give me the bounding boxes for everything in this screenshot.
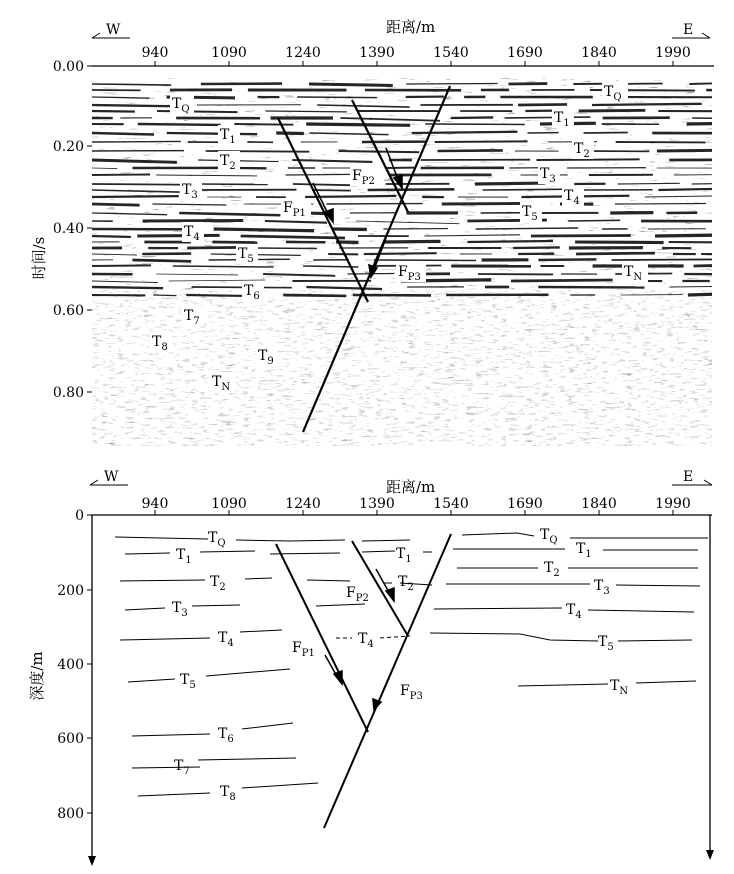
top-reflector-label: $T_Q$ [604, 84, 622, 103]
top-x-tick-label: 1540 [433, 45, 469, 61]
top-x-tick-label: 1690 [507, 45, 543, 61]
top-reflector-label: $T_5$ [522, 204, 538, 223]
bottom-fault-label: $F_{P2}$ [346, 585, 369, 604]
top-y-tick-label: 0.20 [52, 139, 84, 155]
top-x-tick-label: 1090 [211, 45, 247, 61]
bottom-reflector-label: $T_3$ [594, 578, 610, 597]
bottom-reflector-label: $T_N$ [610, 678, 629, 697]
bottom-reflector-label: $T_8$ [220, 784, 236, 803]
bottom-fault-label: $F_{P1}$ [292, 640, 315, 659]
top-fault-label: $F_{P1}$ [283, 200, 306, 219]
top-y-tick-label: 0.00 [52, 59, 84, 75]
bottom-fault-label: $F_{P3}$ [400, 683, 423, 702]
bottom-fault-fp1-line [276, 544, 368, 732]
top-section [30, 18, 714, 446]
bottom-reflector-label: $T_2$ [544, 560, 560, 579]
top-reflector-label: $T_7$ [184, 308, 200, 327]
bottom-reflector-label: $T_5$ [598, 634, 614, 653]
bottom-y-ticks [57, 508, 92, 822]
bottom-x-tick-label: 1240 [285, 496, 321, 512]
top-reflector-label: $T_4$ [184, 224, 200, 243]
top-reflector-label: $T_2$ [220, 153, 236, 172]
top-y-axis-title: 时间/s [30, 236, 48, 280]
top-dir-east: E [683, 22, 694, 38]
top-reflector-label: $T_Q$ [172, 96, 190, 115]
bottom-x-tick-label: 1390 [359, 496, 395, 512]
bottom-reflector-label: $T_7$ [174, 758, 190, 777]
bottom-y-axis-title: 深度/m [28, 651, 46, 701]
bottom-y-tick-label: 600 [57, 731, 84, 747]
bottom-reflector-label: $T_Q$ [208, 530, 226, 549]
bottom-reflector-label: $T_6$ [218, 726, 234, 745]
bottom-reflector-label: $T_1$ [176, 547, 192, 566]
bottom-reflector-label: $T_1$ [576, 541, 592, 560]
bottom-x-tick-label: 1990 [655, 496, 691, 512]
top-reflector-label: $T_5$ [238, 246, 254, 265]
bottom-y-tick-label: 800 [57, 806, 84, 822]
bottom-horizons [115, 533, 708, 796]
bottom-reflector-label: $T_4$ [358, 631, 374, 650]
bottom-section [28, 469, 714, 866]
bottom-east-marker [672, 469, 712, 485]
top-reflector-label: $T_8$ [152, 334, 168, 353]
bottom-y-tick-label: 200 [57, 583, 84, 599]
bottom-x-tick-label: 1090 [211, 496, 247, 512]
bottom-reflector-label: $T_5$ [180, 672, 196, 691]
bottom-x-ticks [142, 496, 691, 515]
top-y-tick-label: 0.60 [52, 303, 84, 319]
top-dir-west: W [106, 22, 121, 38]
top-x-tick-label: 1840 [581, 45, 617, 61]
bottom-x-tick-label: 940 [141, 496, 169, 512]
bottom-reflector-label: $T_2$ [210, 574, 226, 593]
top-x-axis-title: 距离/m [386, 18, 436, 36]
top-reflector-label: $T_3$ [182, 182, 198, 201]
bottom-x-tick-label: 1540 [433, 496, 469, 512]
bottom-y-tick-label: 0 [75, 508, 84, 524]
top-reflector-label: $T_1$ [554, 110, 570, 129]
top-reflector-label: $T_N$ [624, 264, 643, 283]
top-east-marker [672, 22, 710, 38]
top-x-tick-label: 1390 [359, 45, 395, 61]
top-reflector-label: $T_9$ [258, 348, 274, 367]
bottom-reflector-label: $T_4$ [218, 630, 234, 649]
bottom-reflector-label: $T_4$ [566, 602, 582, 621]
top-reflector-label: $T_6$ [244, 283, 260, 302]
bottom-reflector-label: $T_Q$ [540, 527, 558, 546]
top-fault-label: $F_{P2}$ [352, 168, 375, 187]
bottom-dir-west: W [104, 469, 119, 485]
top-reflector-label: $T_3$ [540, 166, 556, 185]
bottom-y-arrow-left [88, 856, 96, 866]
top-y-tick-label: 0.40 [52, 221, 84, 237]
bottom-reflector-label: $T_2$ [398, 574, 414, 593]
bottom-x-axis-title: 距离/m [386, 478, 436, 496]
top-x-tick-label: 1990 [655, 45, 691, 61]
bottom-west-marker [90, 469, 128, 485]
top-reflector-label: $T_2$ [574, 141, 590, 160]
bottom-arrow-fp1 [334, 671, 342, 684]
top-reflector-label: $T_1$ [220, 127, 236, 146]
top-reflector-label: $T_N$ [212, 374, 231, 393]
top-west-marker [92, 22, 130, 38]
bottom-dir-east: E [683, 469, 694, 485]
bottom-reflector-label: $T_3$ [172, 600, 188, 619]
top-fault-label: $F_{P3}$ [398, 264, 421, 283]
top-reflector-label: $T_4$ [564, 188, 580, 207]
bottom-reflector-label: $T_1$ [396, 546, 412, 565]
top-x-ticks [142, 45, 691, 66]
top-y-tick-label: 0.80 [52, 385, 84, 401]
top-x-tick-label: 1240 [285, 45, 321, 61]
bottom-x-tick-label: 1690 [507, 496, 543, 512]
bottom-y-tick-label: 400 [57, 657, 84, 673]
bottom-y-arrow-right [706, 850, 714, 860]
top-x-tick-label: 940 [141, 45, 169, 61]
top-y-ticks [53, 59, 92, 401]
bottom-x-tick-label: 1840 [581, 496, 617, 512]
